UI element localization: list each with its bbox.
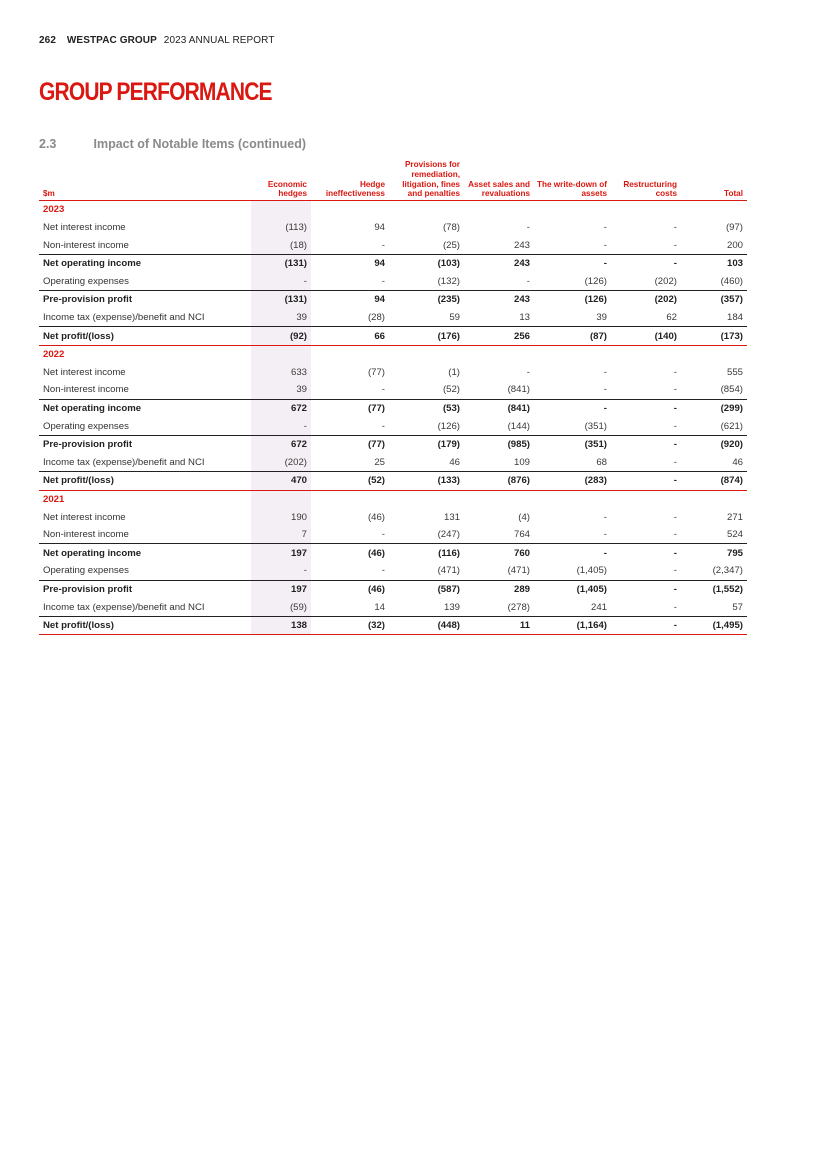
table-row — [39, 364, 747, 382]
row-label: Net profit/(loss) — [39, 472, 251, 491]
row-label: Non-interest income — [43, 239, 129, 251]
table-cell: (587) — [389, 580, 464, 598]
table-cell: (113) — [251, 219, 311, 237]
table-cell: 94 — [311, 254, 389, 272]
year-label: 2021 — [43, 493, 65, 505]
table-row — [39, 309, 747, 327]
table-cell: - — [381, 529, 385, 541]
table-cell: (471) — [507, 565, 530, 577]
table-cell: - — [673, 384, 677, 396]
table-cell: - — [526, 275, 530, 287]
table-cell: (2,347) — [712, 565, 743, 577]
table-cell: - — [611, 472, 681, 491]
row-label: Operating expenses — [43, 275, 129, 287]
table-cell — [534, 345, 611, 363]
table-cell: 11 — [464, 616, 534, 635]
row-label: Income tax (expense)/benefit and NCI — [43, 601, 205, 613]
row-label: Non-interest income — [43, 529, 129, 541]
row-label: Net profit/(loss) — [39, 327, 251, 346]
table-cell — [311, 345, 389, 363]
table-cell: 139 — [443, 601, 460, 613]
table-cell: (131) — [251, 291, 311, 309]
table-cell: - — [381, 420, 385, 432]
table-cell: - — [673, 366, 677, 378]
table-cell: 672 — [251, 399, 311, 417]
table-cell: (103) — [389, 254, 464, 272]
table-header-row — [39, 160, 747, 201]
table-cell: (854) — [720, 384, 743, 396]
table-cell: (471) — [437, 565, 460, 577]
table-cell: - — [611, 435, 681, 453]
table-cell: - — [381, 384, 385, 396]
table-cell: 59 — [449, 312, 460, 324]
table-row — [39, 254, 747, 272]
table-cell: (1,495) — [681, 616, 747, 635]
table-cell: 46 — [732, 456, 743, 468]
table-cell — [464, 345, 534, 363]
table-cell — [311, 201, 389, 219]
table-row — [39, 580, 747, 598]
table-cell — [464, 490, 534, 508]
table-cell: 66 — [311, 327, 389, 346]
table-cell: (28) — [367, 312, 385, 324]
table-cell — [611, 201, 681, 219]
table-cell: (874) — [681, 472, 747, 491]
table-cell: (46) — [311, 544, 389, 562]
table-cell: - — [611, 254, 681, 272]
table-cell: 39 — [596, 312, 607, 324]
table-cell: (4) — [518, 511, 530, 523]
table-cell: (876) — [464, 472, 534, 491]
table-cell: - — [603, 511, 607, 523]
table-cell: (126) — [437, 420, 460, 432]
table-row — [39, 399, 747, 417]
table-cell: 109 — [513, 456, 530, 468]
table-row — [39, 616, 747, 635]
table-cell: 13 — [519, 312, 530, 324]
table-cell: (985) — [464, 435, 534, 453]
table-cell: 289 — [464, 580, 534, 598]
table-cell: 94 — [374, 222, 385, 234]
table-row — [39, 435, 747, 453]
column-header: Restructuring costs — [611, 160, 681, 201]
table-cell: (1) — [448, 366, 460, 378]
row-label: Operating expenses — [43, 565, 129, 577]
table-cell: 470 — [251, 472, 311, 491]
table-cell: 39 — [251, 381, 311, 399]
table-cell: (1,405) — [534, 580, 611, 598]
table-cell: - — [673, 529, 677, 541]
table-cell: - — [603, 366, 607, 378]
table-cell: 7 — [251, 526, 311, 544]
table-row — [39, 544, 747, 562]
column-header: The write-down of assets — [534, 160, 611, 201]
table-cell: 62 — [666, 312, 677, 324]
table-cell: (621) — [720, 420, 743, 432]
row-label: Net operating income — [39, 544, 251, 562]
table-cell: - — [251, 417, 311, 435]
table-cell: 241 — [590, 601, 607, 613]
column-header: Economic hedges — [251, 160, 311, 201]
table-cell: 197 — [251, 580, 311, 598]
row-label: Net profit/(loss) — [39, 616, 251, 635]
table-cell: - — [534, 544, 611, 562]
table-cell: - — [611, 399, 681, 417]
table-cell: 14 — [374, 601, 385, 613]
table-cell: 256 — [464, 327, 534, 346]
table-cell: - — [673, 601, 677, 613]
table-cell: - — [611, 580, 681, 598]
table-cell — [534, 490, 611, 508]
table-cell: (59) — [251, 598, 311, 616]
table-cell: 524 — [726, 529, 743, 541]
table-cell: - — [526, 366, 530, 378]
table-cell: - — [673, 511, 677, 523]
table-cell: - — [611, 544, 681, 562]
page-header — [39, 35, 275, 46]
table-cell: (235) — [389, 291, 464, 309]
table-cell: (87) — [534, 327, 611, 346]
table-cell: - — [603, 529, 607, 541]
table-cell — [389, 345, 464, 363]
table-cell: (179) — [389, 435, 464, 453]
year-row — [39, 490, 747, 508]
table-cell: (131) — [251, 254, 311, 272]
table-cell: 131 — [443, 511, 460, 523]
table-row — [39, 381, 747, 399]
year-label: 2023 — [43, 204, 65, 216]
table-cell: (448) — [389, 616, 464, 635]
table-cell: - — [534, 399, 611, 417]
table-cell: - — [381, 275, 385, 287]
table-cell: 138 — [251, 616, 311, 635]
table-cell — [681, 345, 747, 363]
table-row — [39, 327, 747, 346]
table-cell — [251, 201, 311, 219]
table-cell: (1,405) — [576, 565, 607, 577]
table-cell: - — [673, 420, 677, 432]
row-label: Net operating income — [39, 399, 251, 417]
table-cell: (357) — [681, 291, 747, 309]
table-cell: 555 — [726, 366, 743, 378]
table-cell: (351) — [534, 435, 611, 453]
row-label: Net interest income — [43, 511, 126, 523]
table-body — [39, 201, 747, 635]
table-cell: (92) — [251, 327, 311, 346]
row-label: Pre-provision profit — [39, 291, 251, 309]
table-cell: (97) — [725, 222, 743, 234]
table-cell: (77) — [311, 399, 389, 417]
notable-items-table — [39, 160, 747, 635]
table-cell: (841) — [507, 384, 530, 396]
table-cell: (299) — [681, 399, 747, 417]
table-cell: (32) — [311, 616, 389, 635]
table-cell: 764 — [513, 529, 530, 541]
row-label: Net interest income — [43, 222, 126, 234]
table-cell: (351) — [584, 420, 607, 432]
table-row — [39, 236, 747, 254]
row-label: Net operating income — [39, 254, 251, 272]
table-cell: (133) — [389, 472, 464, 491]
table-cell: - — [673, 222, 677, 234]
table-cell: 25 — [374, 456, 385, 468]
row-label: Net interest income — [43, 366, 126, 378]
table-cell — [681, 490, 747, 508]
table-cell: 243 — [513, 239, 530, 251]
table-cell: 672 — [251, 435, 311, 453]
table-cell: - — [611, 616, 681, 635]
table-cell: (202) — [611, 291, 681, 309]
table-cell: (1,552) — [681, 580, 747, 598]
table-cell: (202) — [654, 275, 677, 287]
table-cell: (18) — [251, 236, 311, 254]
page-number: 262 — [39, 35, 56, 46]
table-cell: 633 — [251, 364, 311, 382]
year-label: 2022 — [43, 349, 65, 361]
unit-label: $m — [39, 160, 251, 201]
table-cell: - — [673, 456, 677, 468]
table-cell: - — [381, 565, 385, 577]
table-cell: 39 — [251, 309, 311, 327]
table-cell: 200 — [726, 239, 743, 251]
table-cell: (46) — [311, 580, 389, 598]
subsection-number: 2.3 — [39, 137, 57, 151]
table-row — [39, 219, 747, 237]
table-cell: (52) — [442, 384, 460, 396]
row-label: Non-interest income — [43, 384, 129, 396]
table-cell: (920) — [681, 435, 747, 453]
table-row — [39, 291, 747, 309]
section-title: GROUP PERFORMANCE — [39, 78, 272, 106]
column-header: Total — [681, 160, 747, 201]
table-cell — [611, 345, 681, 363]
column-header: Provisions for remediation, litigation, fines and penalties — [389, 160, 464, 201]
table-cell: (173) — [681, 327, 747, 346]
table-cell — [681, 201, 747, 219]
table-cell: (278) — [507, 601, 530, 613]
table-cell — [611, 490, 681, 508]
table-cell: 190 — [251, 508, 311, 526]
table-cell: 243 — [464, 291, 534, 309]
table-cell: (144) — [507, 420, 530, 432]
table-cell: - — [603, 384, 607, 396]
row-label: Pre-provision profit — [39, 580, 251, 598]
subsection-title: Impact of Notable Items (continued) — [93, 137, 306, 151]
subsection-heading — [39, 137, 306, 151]
table-cell: 184 — [726, 312, 743, 324]
year-row — [39, 345, 747, 363]
row-label: Income tax (expense)/benefit and NCI — [43, 456, 205, 468]
table-cell: (78) — [442, 222, 460, 234]
table-cell: - — [251, 273, 311, 291]
table-cell — [389, 201, 464, 219]
row-label: Pre-provision profit — [39, 435, 251, 453]
table-cell — [534, 201, 611, 219]
table-row — [39, 472, 747, 491]
table-cell: - — [673, 239, 677, 251]
table-cell: (247) — [437, 529, 460, 541]
table-cell — [311, 490, 389, 508]
row-label: Income tax (expense)/benefit and NCI — [43, 312, 205, 324]
table-cell: - — [603, 222, 607, 234]
table-row — [39, 454, 747, 472]
column-header: Hedge ineffectiveness — [311, 160, 389, 201]
table-cell: (126) — [534, 291, 611, 309]
table-row — [39, 526, 747, 544]
table-cell: (77) — [311, 435, 389, 453]
table-cell: 197 — [251, 544, 311, 562]
table-cell: - — [251, 562, 311, 580]
column-header: Asset sales and revaluations — [464, 160, 534, 201]
table-cell: - — [526, 222, 530, 234]
table-cell: (283) — [534, 472, 611, 491]
table-cell: 760 — [464, 544, 534, 562]
table-cell: - — [673, 565, 677, 577]
table-cell: (25) — [442, 239, 460, 251]
table-cell: (126) — [584, 275, 607, 287]
table-cell: 795 — [681, 544, 747, 562]
table-cell: - — [534, 254, 611, 272]
table-cell — [464, 201, 534, 219]
table-cell: - — [381, 239, 385, 251]
table-cell: 46 — [449, 456, 460, 468]
table-cell: 68 — [596, 456, 607, 468]
table-cell: (1,164) — [534, 616, 611, 635]
table-cell: 103 — [681, 254, 747, 272]
report-title: 2023 ANNUAL REPORT — [163, 35, 275, 46]
table-cell: (841) — [464, 399, 534, 417]
table-cell: (202) — [251, 454, 311, 472]
table-cell: (77) — [367, 366, 385, 378]
table-cell: (140) — [611, 327, 681, 346]
table-cell: 271 — [726, 511, 743, 523]
table-cell: (46) — [367, 511, 385, 523]
table-cell: (52) — [311, 472, 389, 491]
table-row — [39, 508, 747, 526]
table-cell — [251, 490, 311, 508]
table-cell: 57 — [732, 601, 743, 613]
table-cell: (460) — [720, 275, 743, 287]
table-row — [39, 417, 747, 435]
table-cell: (116) — [389, 544, 464, 562]
table-cell — [251, 345, 311, 363]
table-cell: (53) — [389, 399, 464, 417]
year-row — [39, 201, 747, 219]
table-cell: 94 — [311, 291, 389, 309]
table-row — [39, 562, 747, 580]
table-cell: - — [603, 239, 607, 251]
row-label: Operating expenses — [43, 420, 129, 432]
table-row — [39, 273, 747, 291]
table-row — [39, 598, 747, 616]
table-cell: 243 — [464, 254, 534, 272]
table-cell — [389, 490, 464, 508]
table-cell: (176) — [389, 327, 464, 346]
group-name: WESTPAC GROUP — [66, 35, 157, 46]
table-cell: (132) — [437, 275, 460, 287]
